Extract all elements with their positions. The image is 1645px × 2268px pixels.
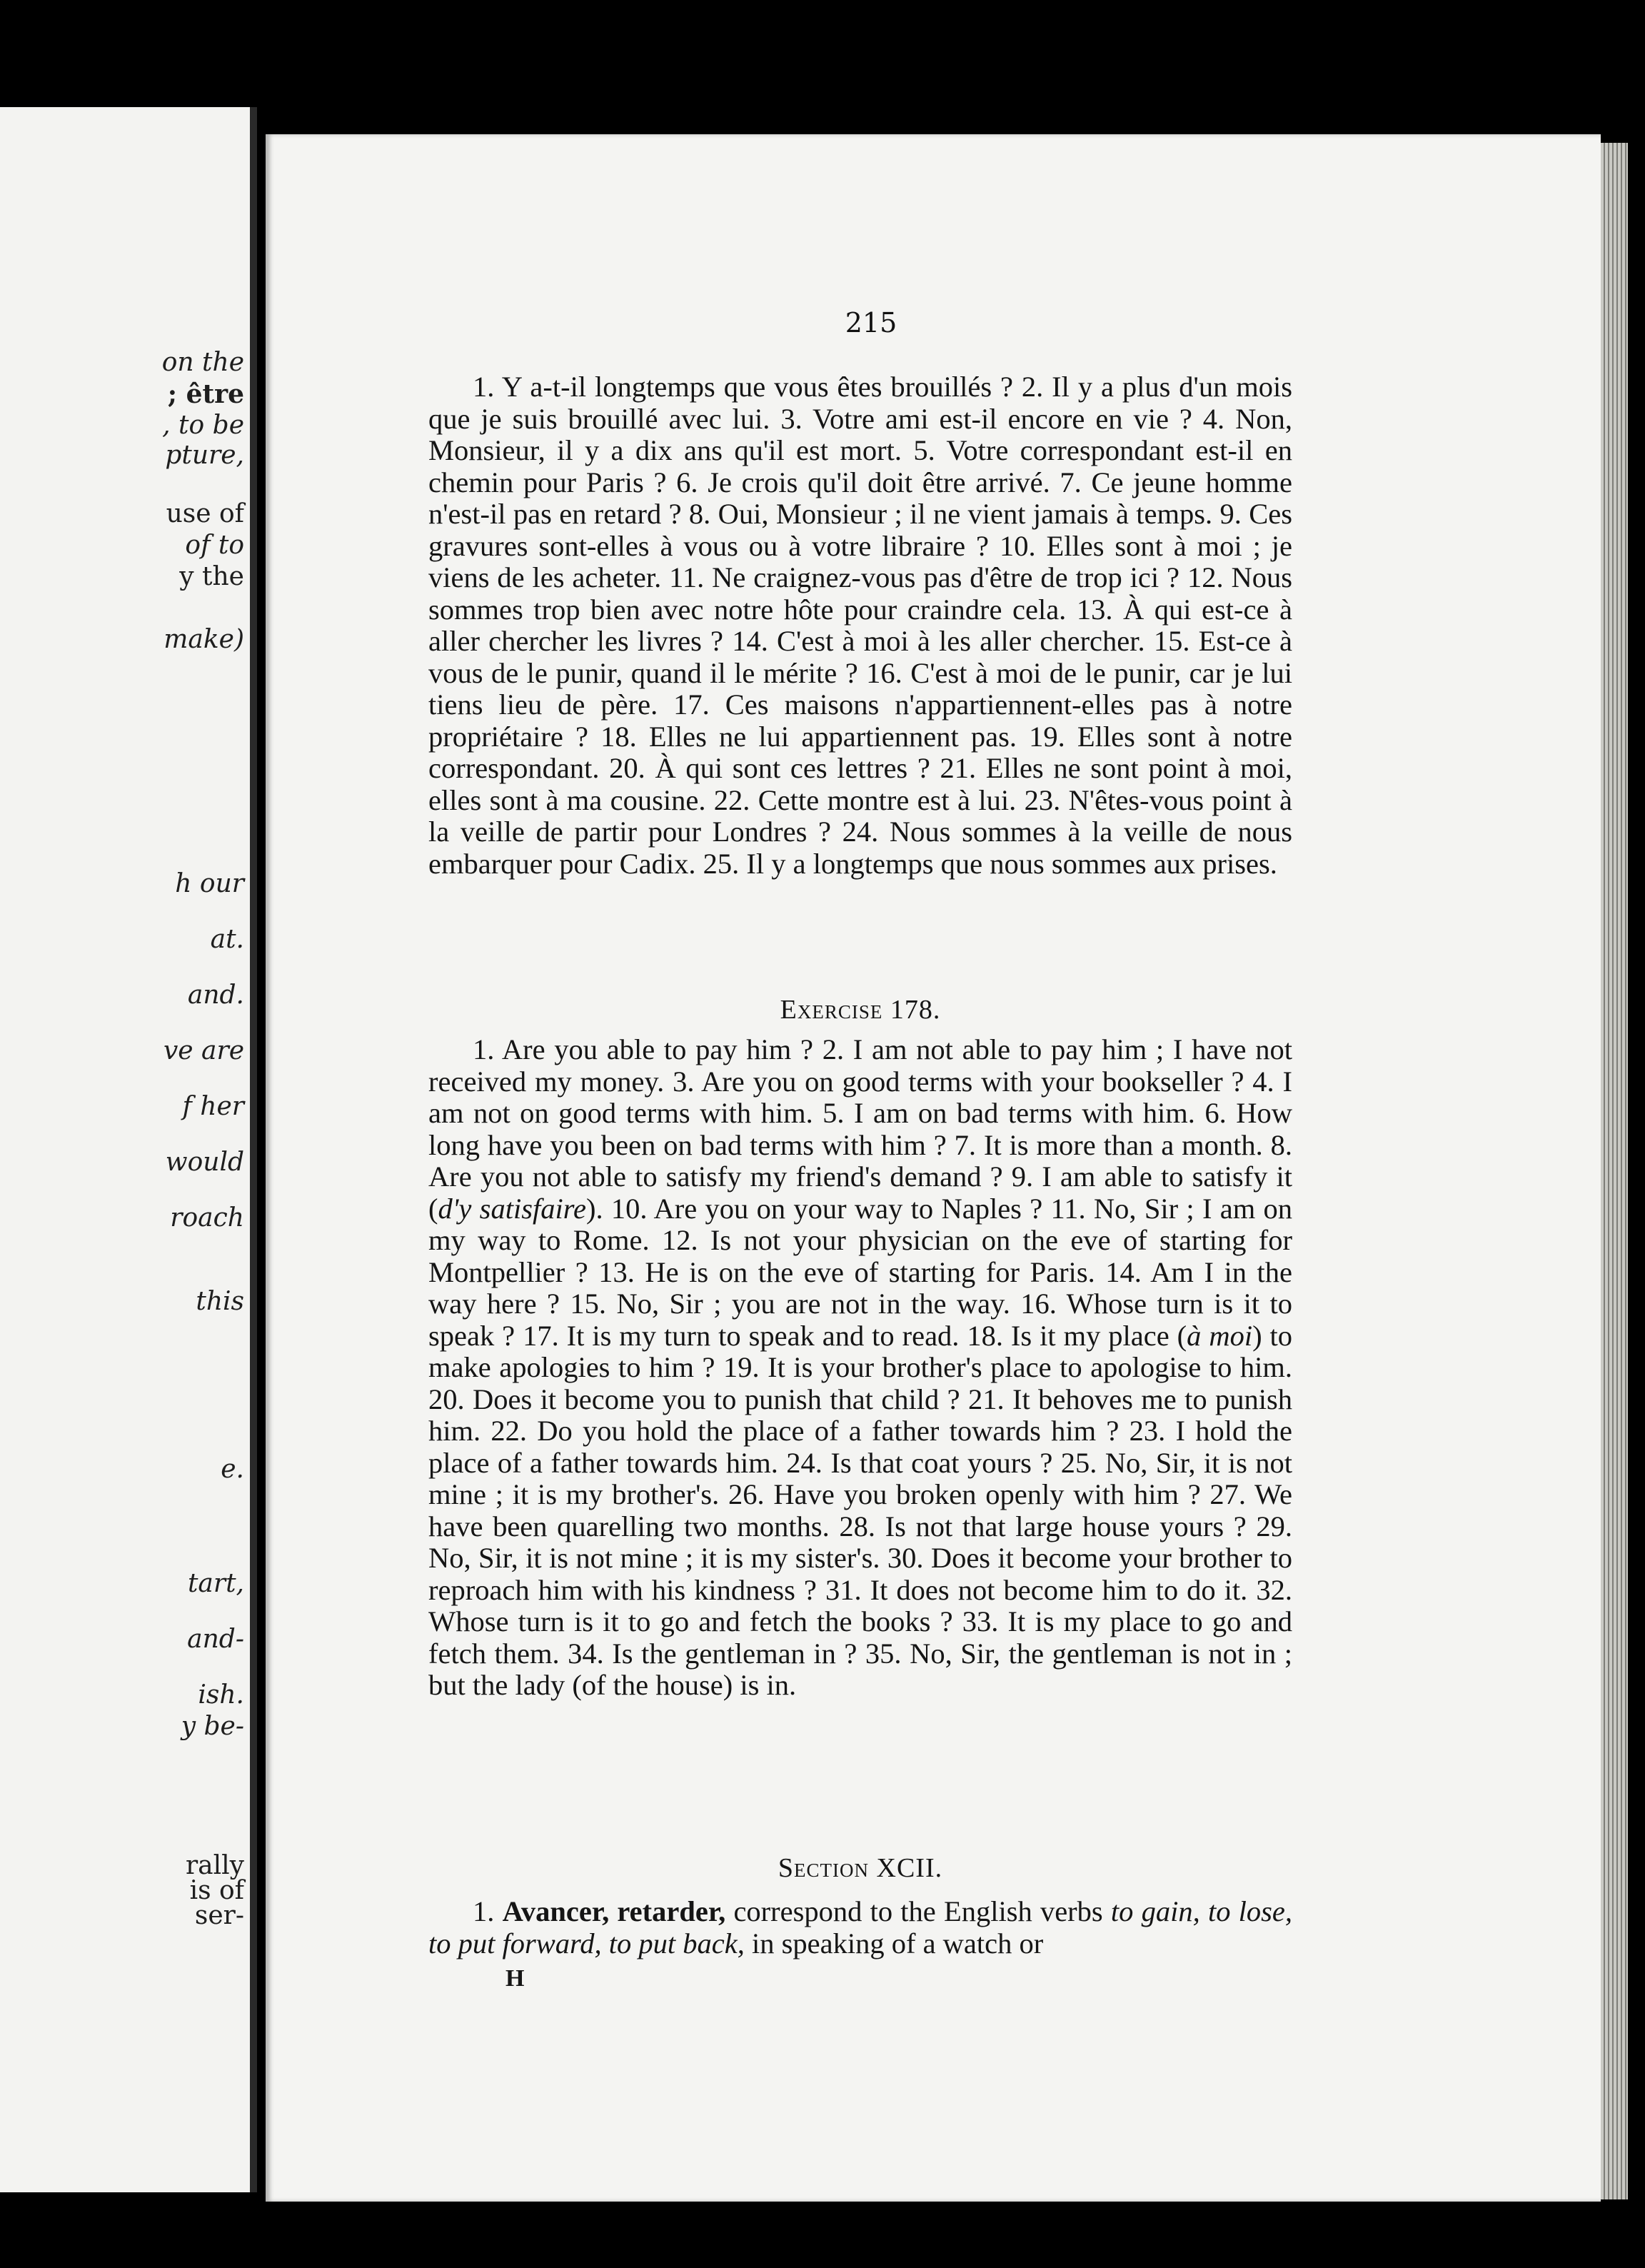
section-text-part: correspond to the English verbs [725, 1895, 1111, 1927]
left-page-text: y be- [181, 1712, 244, 1741]
left-page-text: ish. [198, 1680, 244, 1710]
section-text-part: in speaking of a watch or [744, 1927, 1044, 1960]
previous-page-fragment [0, 107, 257, 2192]
left-page-text: pture, [165, 441, 244, 470]
left-page-text: ve are [163, 1036, 244, 1065]
left-page-text: make) [164, 625, 244, 654]
exercise-heading: Exercise 178. [780, 995, 941, 1025]
left-page-text: and- [187, 1625, 244, 1654]
section-heading: Section XCII. [778, 1853, 943, 1883]
left-page-text: e. [221, 1455, 244, 1484]
english-italic-phrase: d'y satisfaire [438, 1192, 586, 1225]
section-italic-terms: to gain, to lose, to put forward, to put back, [428, 1895, 1293, 1960]
left-page-text: of to [185, 531, 244, 560]
section-paragraph [428, 1896, 1292, 1960]
page-number: 215 [845, 307, 897, 338]
left-page-text: rally [185, 1851, 244, 1880]
left-page-text: f her [182, 1092, 244, 1121]
english-text-part: ) to make apologies to him ? 19. It is your brother's place to apologise to him. 20. Does it become you to punish that child ? 21. It behoves me to punish him. 22. Do you hold the place of a father towards him ? 23. I hold the place of a father towards him. 24. Is that coat yours ? 25. No, Sir, it is not mine ; it is my brother's. 26. Have you broken openly with him ? 27. We have been quarelling two months. 28. Is not that large house yours ? 29. No, Sir, it is not mine ; it is my sister's. 30. Does it become your brother to reproach him with his kindness ? 31. It does not become him to do it. 32. Whose turn is it to go and fetch the books ? 33. It is my place to go and fetch them. 34. Is the gentleman in ? 35. No, Sir, the gentleman is not in ; but the lady (of the house) is in. [428, 1319, 1293, 1701]
english-text-part: ). 10. Are you on your way to Naples ? 11. No, Sir ; I am on my way to Rome. 12. Is not your physician on the eve of starting for Montpellier ? 13. He is on the eve of starting for Paris. 14. Am I in the way here ? 15. No, Sir ; you are not in the way. 16. Whose turn is it to speak ? 17. It is my turn to speak and to read. 18. Is it my place ( [428, 1192, 1292, 1352]
left-page-text: this [196, 1287, 244, 1316]
french-paragraph: 1. Y a-t-il longtemps que vous êtes brouillés ? 2. Il y a plus d'un mois que je suis brouillé avec lui. 3. Votre ami est-il encore en vie ? 4. Non, Monsieur, il y a dix ans qu'il est mort. 5. Votre correspondant est-il en chemin pour Paris ? 6. Je crois qu'il doit être arrivé. 7. Ce jeune homme n'est-il pas en retard ? 8. Oui, Monsieur ; il ne vient jamais à temps. 9. Ces gravures sont-elles à vous ou à votre libraire ? 10. Elles sont à moi ; je viens de les acheter. 11. Ne craignez-vous pas d'être de trop ici ? 12. Nous sommes trop bien avec notre hôte pour craindre cela. 13. À qui est-ce à aller chercher les livres ? 14. C'est à moi à les aller chercher. 15. Est-ce à vous de le punir, quand il le mérite ? 16. C'est à moi de le punir, car je lui tiens lieu de père. 17. Ces maisons n'appartiennent-elles pas à notre propriétaire ? 18. Elles ne lui appartiennent pas. 19. Elles sont à notre correspondant. 20. À qui sont ces lettres ? 21. Elles ne sont point à moi, elles sont à ma cousine. 22. Cette montre est à lui. 23. N'êtes-vous point à la veille de partir pour Londres ? 24. Nous sommes à la veille de nous embarquer pour Cadix. 25. Il y a longtemps que nous sommes aux prises. [428, 371, 1292, 880]
english-exercise-text [428, 1034, 1292, 1702]
signature-mark: H [505, 1965, 525, 1992]
left-page-text: use of [166, 499, 244, 528]
left-page-text: is of [189, 1876, 244, 1905]
english-italic-phrase: à moi [1187, 1319, 1253, 1352]
french-exercise-text [428, 371, 1292, 880]
left-page-text: , to be [162, 411, 244, 440]
left-page-text: ; être [167, 379, 244, 409]
left-page-text: h our [175, 869, 244, 898]
left-page-text: at. [210, 925, 244, 954]
left-page-text: y the [179, 562, 244, 591]
section-number: 1. [473, 1895, 503, 1927]
english-text-part: 1. Are you able to pay him ? 2. I am not able to pay him ; I have not received my money. 3. Are you on good terms with your bookseller ? 4. I am not on good terms with him. 5. I am on bad terms with him. 6. How long have you been on bad terms with him ? 7. It is more than a month. 8. Are you not able to satisfy my friend's demand ? 9. I am able to satisfy it ( [428, 1033, 1292, 1225]
section-bold-terms: Avancer, retarder, [502, 1895, 726, 1927]
section-text [428, 1896, 1292, 1960]
left-page-text: roach [170, 1203, 244, 1233]
left-page-text: and. [187, 980, 244, 1010]
left-page-text: on the [161, 348, 244, 377]
left-page-text: ser- [194, 1901, 244, 1930]
left-page-text: would [165, 1148, 244, 1177]
english-paragraph [428, 1034, 1292, 1702]
left-page-text: tart, [187, 1569, 244, 1598]
